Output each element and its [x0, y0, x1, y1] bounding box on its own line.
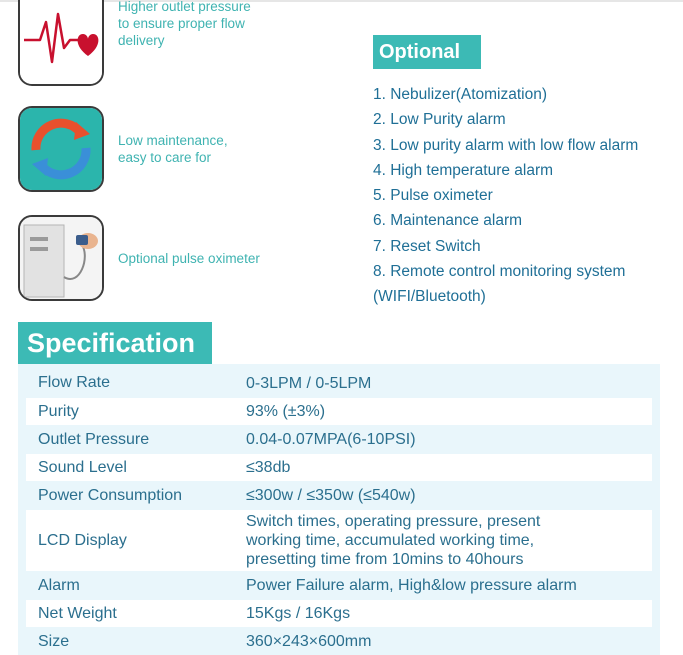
recycle-arrows-icon [18, 106, 104, 192]
spec-value: ≤300w / ≤350w (≤540w) [246, 487, 416, 504]
optional-item: 6. Maintenance alarm [373, 212, 523, 230]
spec-label: Size [38, 632, 70, 650]
optional-item: 4. High temperature alarm [373, 161, 554, 179]
feature-maintenance [18, 106, 288, 192]
feature-pressure [18, 0, 288, 86]
table-row [26, 426, 652, 453]
optional-item: 1. Nebulizer(Atomization) [373, 86, 548, 103]
table-row [26, 628, 652, 655]
table-row [26, 482, 652, 509]
spec-label: Power Consumption [38, 486, 183, 504]
feature-oximeter [18, 215, 288, 301]
spec-value: Power Failure alarm, High&low pressure alarm [246, 577, 577, 594]
specification-heading: Specification [18, 322, 212, 364]
optional-item: 7. Reset Switch [373, 237, 481, 255]
spec-label: Purity [38, 402, 79, 420]
feature-text: Higher outlet pressure to ensure proper flow delivery [118, 0, 251, 48]
spec-label: Alarm [38, 576, 80, 594]
table-row [26, 369, 652, 397]
spec-value: Switch times, operating pressure, present working time, accumulated working time, presetting time from 10mins to 40hours [246, 513, 541, 568]
optional-item: 5. Pulse oximeter [373, 187, 493, 205]
table-row [26, 398, 652, 425]
table-row [26, 510, 652, 571]
feature-text: Low maintenance, easy to care for [118, 133, 228, 165]
specification-table [18, 364, 660, 655]
spec-label: Outlet Pressure [38, 430, 150, 448]
spec-value: 0.04-0.07MPA(6-10PSI) [246, 431, 416, 448]
spec-label: Sound Level [38, 458, 127, 476]
spec-value: 0-3LPM / 0-5LPM [246, 374, 372, 392]
heartbeat-icon [18, 0, 104, 86]
spec-label: LCD Display [38, 531, 127, 549]
optional-heading: Optional [373, 35, 481, 69]
table-row [26, 454, 652, 481]
spec-label: Net Weight [38, 604, 117, 622]
spec-value: ≤38db [246, 459, 291, 476]
pulse-oximeter-icon [18, 215, 104, 301]
optional-item: 3. Low purity alarm with low flow alarm [373, 136, 639, 154]
optional-item: 8. Remote control monitoring system (WIFI/Bluetooth) [373, 263, 626, 306]
table-row [26, 572, 652, 599]
optional-item: 2. Low Purity alarm [373, 111, 506, 129]
spec-label: Flow Rate [38, 374, 111, 391]
spec-value: 15Kgs / 16Kgs [246, 605, 351, 622]
spec-value: 360×243×600mm [246, 633, 372, 650]
spec-value: 93% (±3%) [246, 403, 326, 420]
feature-text: Optional pulse oximeter [118, 250, 260, 266]
table-row [26, 600, 652, 627]
optional-list [373, 82, 638, 310]
